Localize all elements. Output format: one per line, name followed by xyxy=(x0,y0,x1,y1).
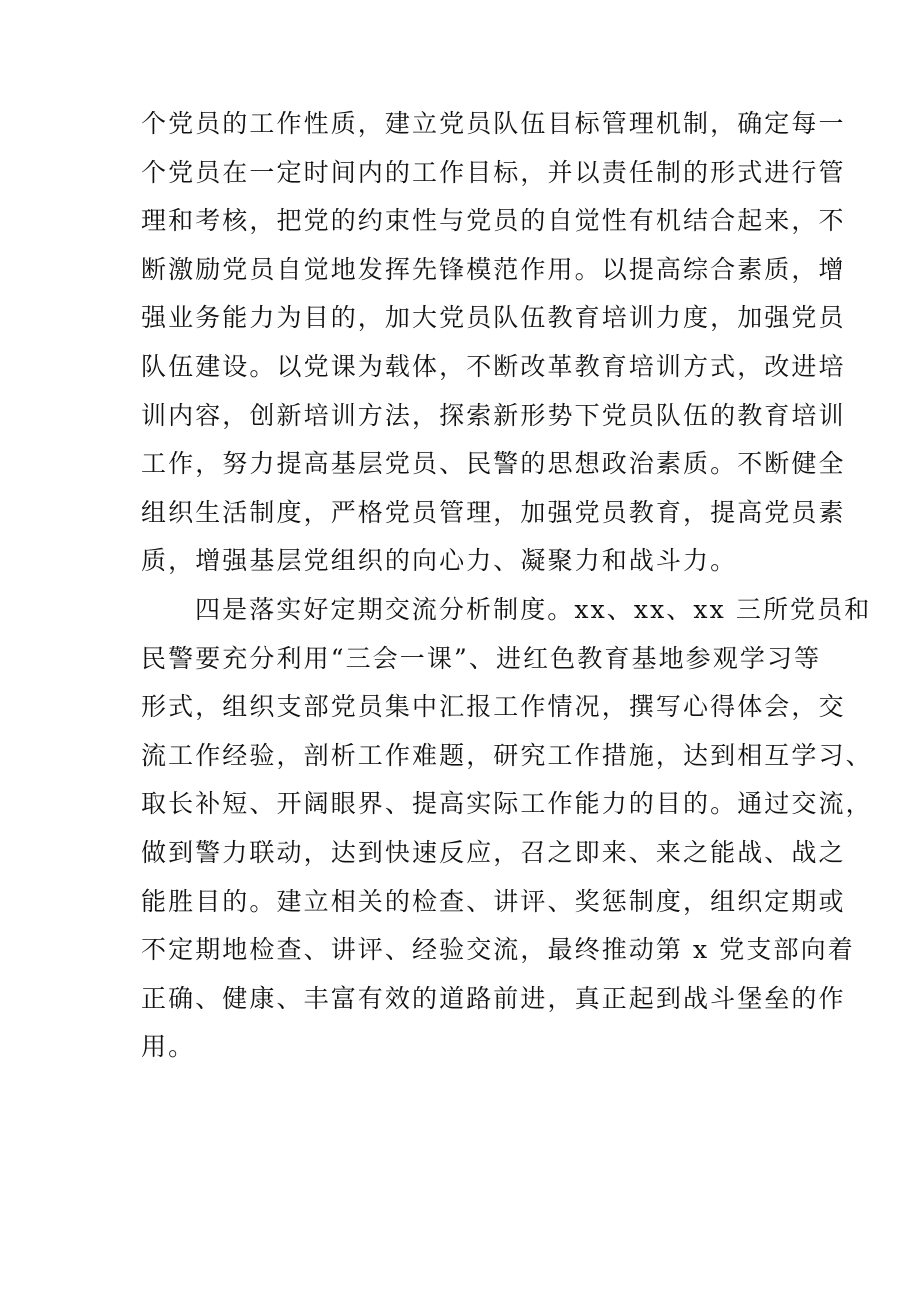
text-line: 质，增强基层党组织的向心力、凝聚力和战斗力。 xyxy=(141,546,738,576)
text-line: 理和考核，把党的约束性与党员的自觉性有机结合起来，不 xyxy=(141,206,846,236)
text-line: 民警要充分利用“三会一课”、进红色教育基地参观学习等 xyxy=(141,643,822,673)
text-line: 流工作经验，剖析工作难题，研究工作措施，达到相互学习、 xyxy=(141,740,873,770)
paragraph-2 xyxy=(141,586,873,1072)
text-line: 个党员的工作性质，建立党员队伍目标管理机制，确定每一 xyxy=(141,109,846,138)
text-line: 组织生活制度，严格党员管理，加强党员教育，提高党员素 xyxy=(141,497,846,527)
paragraph-1 xyxy=(141,100,846,586)
text-line: 工作，努力提高基层党员、民警的思想政治素质。不断健全 xyxy=(141,449,846,479)
text-line: 形式，组织支部党员集中汇报工作情况，撰写心得体会，交 xyxy=(141,692,846,722)
text-line: 正确、健康、丰富有效的道路前进，真正起到战斗堡垒的作 xyxy=(141,983,846,1013)
document-body xyxy=(141,100,873,1072)
text-line: 强业务能力为目的，加大党员队伍教育培训力度，加强党员 xyxy=(141,303,846,333)
text-line: 取长补短、开阔眼界、提高实际工作能力的目的。通过交流， xyxy=(141,789,873,819)
text-line: 四是落实好定期交流分析制度。xx、xx、xx 三所党员和 xyxy=(195,594,872,624)
text-line: 个党员在一定时间内的工作目标，并以责任制的形式进行管 xyxy=(141,157,846,187)
text-line: 断激励党员自觉地发挥先锋模范作用。以提高综合素质，增 xyxy=(141,254,846,284)
text-line: 训内容，创新培训方法，探索新形势下党员队伍的教育培训 xyxy=(141,400,846,430)
text-line: 队伍建设。以党课为载体，不断改革教育培训方式，改进培 xyxy=(141,351,846,381)
text-line: 做到警力联动，达到快速反应，召之即来、来之能战、战之 xyxy=(141,837,846,867)
text-line: 不定期地检查、讲评、经验交流，最终推动第 x 党支部向着 xyxy=(141,935,855,965)
text-line: 用。 xyxy=(141,1032,196,1062)
text-line: 能胜目的。建立相关的检查、讲评、奖惩制度，组织定期或 xyxy=(141,886,846,916)
